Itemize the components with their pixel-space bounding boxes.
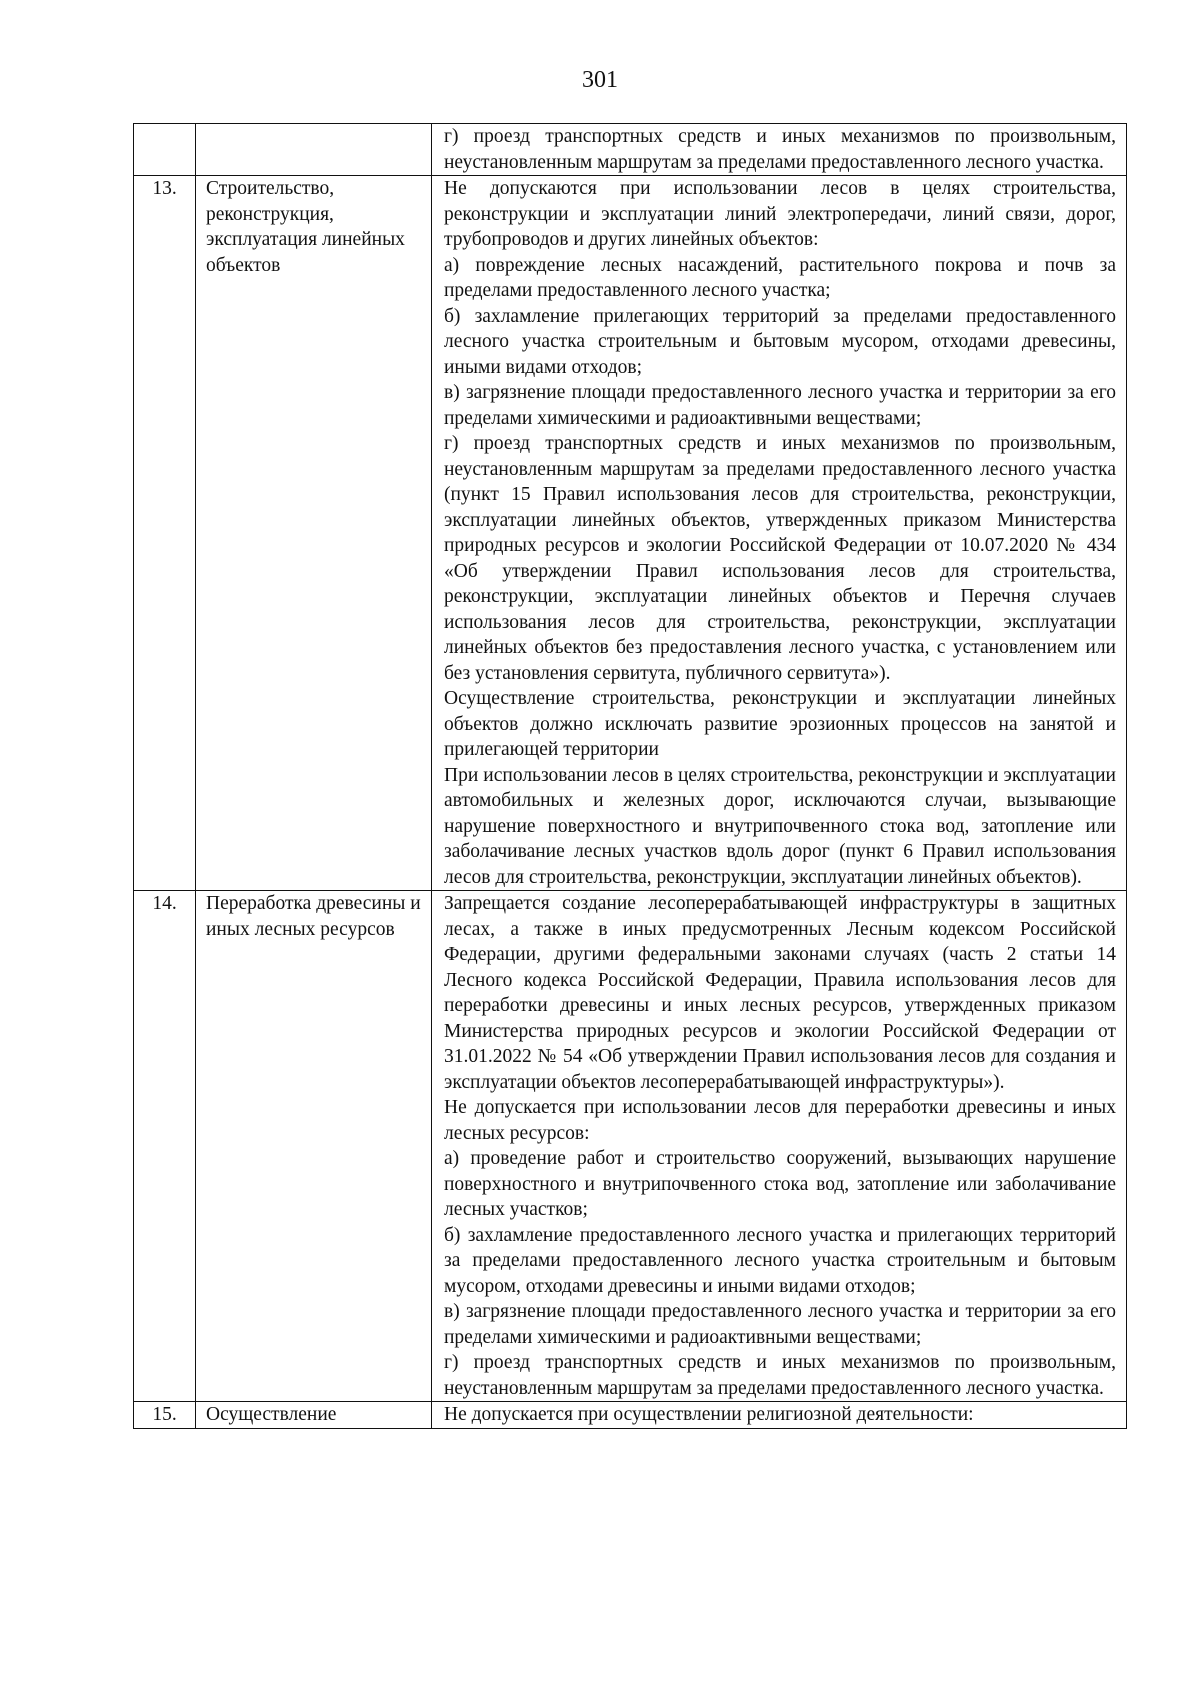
table-row — [134, 176, 1127, 891]
requirements-cell — [432, 891, 1127, 1402]
activity-name: Строительство, реконструкция, эксплуатация линейных объектов — [196, 176, 432, 891]
paragraph: а) повреждение лесных насаждений, растительного покрова и почв за пределами предоставленного лесного участка; — [444, 254, 1116, 301]
paragraph: а) проведение работ и строительство сооружений, вызывающих нарушение поверхностного и внутрипочвенного стока вод, затопление или заболачивание лесных участков; — [444, 1148, 1116, 1220]
regulations-table — [133, 123, 1127, 1429]
paragraph: Не допускается при осуществлении религиозной деятельности: — [444, 1404, 974, 1425]
activity-name: Переработка древесины и иных лесных ресурсов — [196, 891, 432, 1402]
table-row — [134, 1402, 1127, 1429]
paragraph: Не допускается при использовании лесов для переработки древесины и иных лесных ресурсов: — [444, 1097, 1116, 1144]
table-row — [134, 124, 1127, 176]
row-number — [134, 124, 196, 176]
requirements-cell — [432, 1402, 1127, 1429]
activity-name — [196, 124, 432, 176]
paragraph: г) проезд транспортных средств и иных механизмов по произвольным, неустановленным маршрутам за пределами предоставленного лесного участка. — [444, 126, 1116, 173]
paragraph: Не допускаются при использовании лесов в целях строительства, реконструкции и эксплуатации линий электропередачи, линий связи, дорог, трубопроводов и других линейных объектов: — [444, 178, 1116, 250]
paragraph: Запрещается создание лесоперерабатывающей инфраструктуры в защитных лесах, а также в иных предусмотренных Лесным кодексом Российской Федерации, другими федеральными законами случаях (часть 2 статьи 14 Лесного кодекса Российской Федерации, Правила использования лесов для переработки древесины и иных лесных ресурсов, утвержденных приказом Министерства природных ресурсов и экологии Российской Федерации от 31.01.2022 № 54 «Об утверждении Правил использования лесов для создания и эксплуатации объектов лесоперерабатывающей инфраструктуры»). — [444, 893, 1116, 1093]
row-number: 14. — [134, 891, 196, 1402]
paragraph: б) захламление прилегающих территорий за пределами предоставленного лесного участка строительным и бытовым мусором, отходами древесины, иными видами отходов; — [444, 305, 1116, 378]
row-number: 15. — [134, 1402, 196, 1429]
requirements-cell — [432, 124, 1127, 176]
row-number: 13. — [134, 176, 196, 891]
paragraph: в) загрязнение площади предоставленного лесного участка и территории за его пределами химическими и радиоактивными веществами; — [444, 382, 1116, 429]
paragraph: в) загрязнение площади предоставленного лесного участка и территории за его пределами химическими и радиоактивными веществами; — [444, 1301, 1116, 1348]
requirements-cell — [432, 176, 1127, 891]
page-number: 301 — [582, 67, 618, 93]
paragraph: г) проезд транспортных средств и иных механизмов по произвольным, неустановленным маршрутам за пределами предоставленного лесного участка. — [444, 1352, 1116, 1399]
paragraph: При использовании лесов в целях строительства, реконструкции и эксплуатации автомобильных и железных дорог, исключаются случаи, вызывающие нарушение поверхностного и внутрипочвенного стока вод, затопление или заболачивание лесных участков вдоль дорог (пункт 6 Правил использования лесов для строительства, реконструкции, эксплуатации линейных объектов). — [444, 764, 1116, 888]
paragraph: Осуществление строительства, реконструкции и эксплуатации линейных объектов должно исключать развитие эрозионных процессов на занятой и прилегающей территории — [444, 688, 1116, 760]
table-row — [134, 891, 1127, 1402]
activity-name: Осуществление — [196, 1402, 432, 1429]
paragraph: б) захламление предоставленного лесного участка и прилегающих территорий за пределами предоставленного лесного участка строительным и бытовым мусором, отходами древесины и иными видами отходов; — [444, 1224, 1116, 1297]
paragraph: г) проезд транспортных средств и иных механизмов по произвольным, неустановленным маршрутам за пределами предоставленного лесного участка (пункт 15 Правил использования лесов для строительства, реконструкции, эксплуатации линейных объектов, утвержденных приказом Министерства природных ресурсов и экологии Российской Федерации от 10.07.2020 № 434 «Об утверждении Правил использования лесов для строительства, реконструкции, эксплуатации линейных объектов и Перечня случаев использования лесов для строительства, реконструкции, эксплуатации линейных объектов без предоставления лесного участка, с установлением или без установления сервитута, публичного сервитута»). — [444, 433, 1116, 684]
